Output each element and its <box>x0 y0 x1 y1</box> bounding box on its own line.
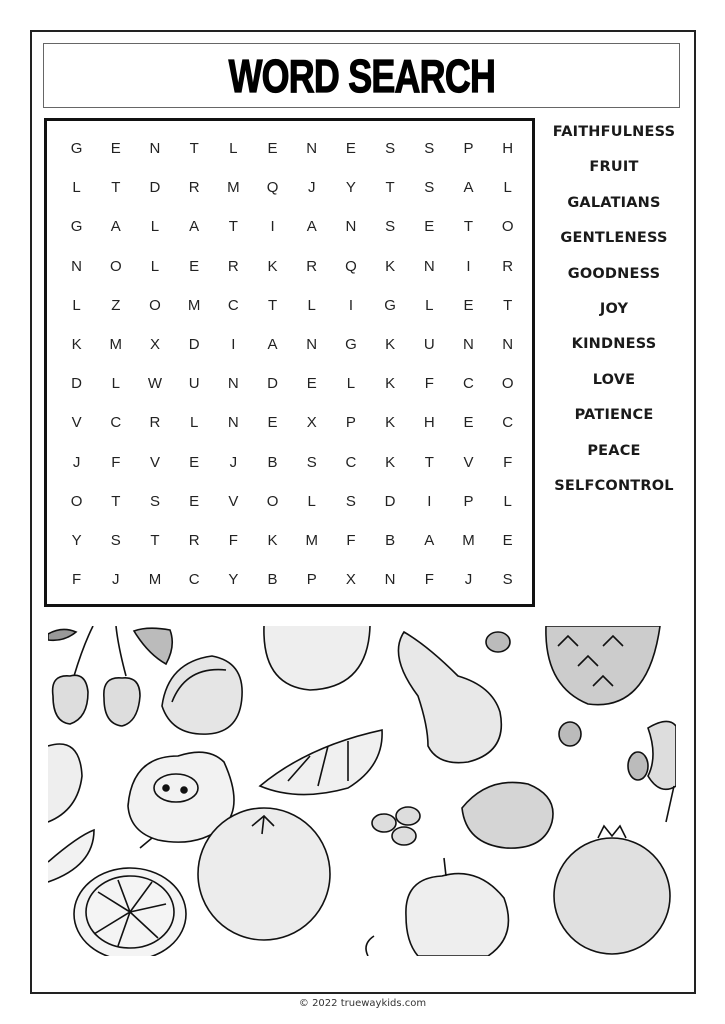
grid-cell[interactable]: N <box>423 257 435 275</box>
grid-cell[interactable]: U <box>188 375 200 393</box>
grid-cell[interactable]: L <box>503 492 512 510</box>
grid-cell[interactable]: V <box>228 492 239 510</box>
page-title: WORD SEARCH <box>228 49 495 102</box>
grid-cell[interactable]: T <box>111 492 121 510</box>
word-list-item: KINDNESS <box>571 336 657 353</box>
grid-cell[interactable]: D <box>188 336 200 354</box>
grid-cell[interactable]: E <box>306 375 317 393</box>
grid-cell[interactable]: I <box>231 336 236 354</box>
grid-cell[interactable]: T <box>463 218 474 236</box>
grid-cell[interactable]: I <box>427 492 432 510</box>
grid-cell[interactable]: Y <box>228 571 239 589</box>
word-list-item: GENTLENESS <box>560 230 668 247</box>
grid-cell[interactable]: J <box>112 571 120 589</box>
grid-cell[interactable]: S <box>345 492 356 510</box>
grid-cell[interactable]: E <box>502 531 513 549</box>
grid-cell[interactable]: E <box>189 257 200 275</box>
word-search-grid <box>57 129 527 599</box>
grid-cell[interactable]: V <box>463 453 474 471</box>
grid-cell[interactable]: L <box>425 296 434 314</box>
word-list-item: PATIENCE <box>574 407 654 424</box>
grid-cell[interactable]: T <box>150 531 160 549</box>
word-list-item: PEACE <box>587 442 641 459</box>
grid-cell[interactable]: P <box>306 571 317 589</box>
grid-cell[interactable]: N <box>149 140 161 158</box>
grid-cell[interactable]: M <box>305 531 318 549</box>
word-list-item: FRUIT <box>589 159 639 176</box>
word-list-item: FAITHFULNESS <box>552 124 676 140</box>
grid-cell[interactable]: K <box>385 336 396 354</box>
grid-cell[interactable]: M <box>109 336 123 354</box>
word-list-item: GALATIANS <box>567 194 661 211</box>
grid-cell[interactable]: S <box>306 453 317 471</box>
grid-cell[interactable]: L <box>150 257 160 275</box>
grid-cell[interactable]: I <box>466 257 471 275</box>
grid-cell[interactable]: B <box>267 571 278 589</box>
grid-cell[interactable]: A <box>463 179 474 197</box>
copyright-footer: © 2022 truewaykids.com <box>298 998 427 1009</box>
grid-cell[interactable]: S <box>424 140 435 158</box>
grid-cell[interactable]: N <box>502 336 514 354</box>
grid-cell[interactable]: C <box>345 453 357 471</box>
grid-cell[interactable]: W <box>147 375 163 393</box>
grid-cell[interactable]: O <box>149 296 161 314</box>
grid-cell[interactable]: G <box>384 296 396 314</box>
grid-cell[interactable]: R <box>227 257 239 275</box>
grid-cell[interactable]: T <box>424 453 434 471</box>
grid-cell[interactable]: N <box>345 218 357 236</box>
grid-cell[interactable]: O <box>266 492 279 510</box>
grid-cell[interactable]: H <box>502 140 514 158</box>
grid-cell[interactable]: E <box>463 414 474 432</box>
grid-cell[interactable]: P <box>463 492 474 510</box>
grid-cell[interactable]: U <box>423 336 435 354</box>
grid-cell[interactable]: L <box>72 179 81 197</box>
grid-cell[interactable]: X <box>306 414 317 432</box>
grid-cell[interactable]: R <box>188 531 200 549</box>
grid-cell[interactable]: F <box>72 571 82 589</box>
grid-cell[interactable]: L <box>229 140 238 158</box>
grid-cell[interactable]: K <box>385 375 396 393</box>
grid-cell[interactable]: K <box>385 414 396 432</box>
grid-cell[interactable]: L <box>150 218 160 236</box>
word-list-item: SELFCONTROL <box>554 477 674 494</box>
grid-cell[interactable]: Q <box>345 257 357 275</box>
grid-cell[interactable]: E <box>424 218 435 236</box>
grid-cell[interactable]: I <box>270 218 275 236</box>
grid-cell[interactable]: M <box>187 296 201 314</box>
grid-cell[interactable]: C <box>502 414 514 432</box>
grid-cell[interactable]: S <box>110 531 121 549</box>
grid-cell[interactable]: N <box>306 140 318 158</box>
grid-cell[interactable]: A <box>110 218 121 236</box>
grid-cell[interactable]: A <box>306 218 317 236</box>
title-box <box>43 43 680 108</box>
word-search-grid-box <box>44 118 535 607</box>
grid-cell[interactable]: J <box>72 453 81 471</box>
grid-cell[interactable]: E <box>463 296 474 314</box>
word-list-item: JOY <box>599 300 629 317</box>
grid-cell[interactable]: X <box>345 571 356 589</box>
grid-cell[interactable]: G <box>345 336 357 354</box>
grid-cell[interactable]: Y <box>345 179 356 197</box>
grid-cell[interactable]: T <box>267 296 278 314</box>
grid-cell[interactable]: M <box>462 531 475 549</box>
grid-cell[interactable]: V <box>71 414 82 432</box>
grid-cell[interactable]: N <box>384 571 396 589</box>
grid-cell[interactable]: E <box>189 453 200 471</box>
grid-cell[interactable]: E <box>189 492 200 510</box>
grid-cell[interactable]: O <box>501 375 514 393</box>
grid-cell[interactable]: V <box>149 453 160 471</box>
word-list <box>545 120 683 509</box>
grid-cell[interactable]: Q <box>266 179 279 197</box>
grid-cell[interactable]: X <box>149 336 160 354</box>
grid-cell[interactable]: L <box>503 179 512 197</box>
grid-cell[interactable]: K <box>267 531 278 549</box>
grid-cell[interactable]: Z <box>111 296 121 314</box>
grid-cell[interactable]: K <box>267 257 278 275</box>
grid-cell[interactable]: O <box>501 218 514 236</box>
grid-cell[interactable]: A <box>267 336 278 354</box>
grid-cell[interactable]: E <box>345 140 356 158</box>
grid-cell[interactable]: N <box>227 375 239 393</box>
fruit-sketch-icon <box>48 626 676 956</box>
grid-cell[interactable]: R <box>306 257 318 275</box>
grid-cell[interactable]: G <box>70 218 83 236</box>
grid-cell[interactable]: C <box>227 296 239 314</box>
grid-cell[interactable]: T <box>189 140 199 158</box>
grid-cell[interactable]: B <box>267 453 278 471</box>
grid-cell[interactable]: N <box>227 414 239 432</box>
grid-cell[interactable]: L <box>72 296 81 314</box>
grid-cell[interactable]: K <box>71 336 82 354</box>
grid-cell[interactable]: A <box>424 531 435 549</box>
grid-cell[interactable]: E <box>267 140 278 158</box>
grid-cell[interactable]: F <box>424 571 434 589</box>
grid-cell[interactable]: K <box>385 257 396 275</box>
grid-cell[interactable]: L <box>307 492 316 510</box>
grid-cell[interactable]: S <box>502 571 513 589</box>
grid-cell[interactable]: G <box>70 140 83 158</box>
grid-cell[interactable]: N <box>306 336 318 354</box>
grid-cell[interactable]: Y <box>71 531 82 549</box>
grid-cell[interactable]: C <box>188 571 200 589</box>
grid-cell[interactable]: L <box>346 375 356 393</box>
grid-cell[interactable]: F <box>503 453 513 471</box>
grid-cell[interactable]: F <box>111 453 121 471</box>
grid-cell[interactable]: P <box>463 140 474 158</box>
grid-cell[interactable]: T <box>503 296 513 314</box>
grid-cell[interactable]: F <box>228 531 238 549</box>
grid-cell[interactable]: T <box>111 179 121 197</box>
grid-cell[interactable]: K <box>385 453 396 471</box>
grid-cell[interactable]: H <box>423 414 435 432</box>
grid-cell[interactable]: S <box>149 492 160 510</box>
grid-cell[interactable]: C <box>110 414 122 432</box>
grid-cell[interactable]: D <box>384 492 396 510</box>
grid-cell[interactable]: E <box>110 140 121 158</box>
grid-cell[interactable]: L <box>111 375 120 393</box>
grid-cell[interactable]: D <box>71 375 83 393</box>
grid-cell[interactable]: F <box>424 375 434 393</box>
grid-cell[interactable]: S <box>385 218 396 236</box>
grid-cell[interactable]: C <box>463 375 474 393</box>
grid-cell[interactable]: P <box>345 414 356 432</box>
grid-cell[interactable]: L <box>189 414 199 432</box>
grid-cell[interactable]: A <box>189 218 200 236</box>
grid-cell[interactable]: R <box>149 414 161 432</box>
grid-cell[interactable]: I <box>348 296 353 314</box>
grid-cell[interactable]: B <box>385 531 396 549</box>
grid-cell[interactable]: O <box>109 257 122 275</box>
grid-cell[interactable]: R <box>502 257 514 275</box>
grid-cell[interactable]: T <box>385 179 395 197</box>
grid-cell[interactable]: R <box>188 179 200 197</box>
word-list-item: GOODNESS <box>567 265 661 282</box>
grid-cell[interactable]: J <box>464 571 473 589</box>
grid-cell[interactable]: F <box>346 531 356 549</box>
grid-cell[interactable]: N <box>71 257 83 275</box>
grid-cell[interactable]: O <box>70 492 83 510</box>
word-list-item: LOVE <box>592 371 636 388</box>
grid-cell[interactable]: S <box>424 179 435 197</box>
grid-cell[interactable]: E <box>267 414 278 432</box>
grid-cell[interactable]: J <box>307 179 316 197</box>
grid-cell[interactable]: D <box>149 179 161 197</box>
grid-cell[interactable]: M <box>148 571 162 589</box>
grid-cell[interactable]: L <box>307 296 316 314</box>
fruit-illustration <box>48 626 676 956</box>
grid-cell[interactable]: J <box>229 453 238 471</box>
grid-cell[interactable]: T <box>228 218 238 236</box>
grid-cell[interactable]: N <box>463 336 474 354</box>
grid-cell[interactable]: M <box>227 179 240 197</box>
grid-cell[interactable]: D <box>267 375 278 393</box>
grid-cell[interactable]: S <box>385 140 396 158</box>
